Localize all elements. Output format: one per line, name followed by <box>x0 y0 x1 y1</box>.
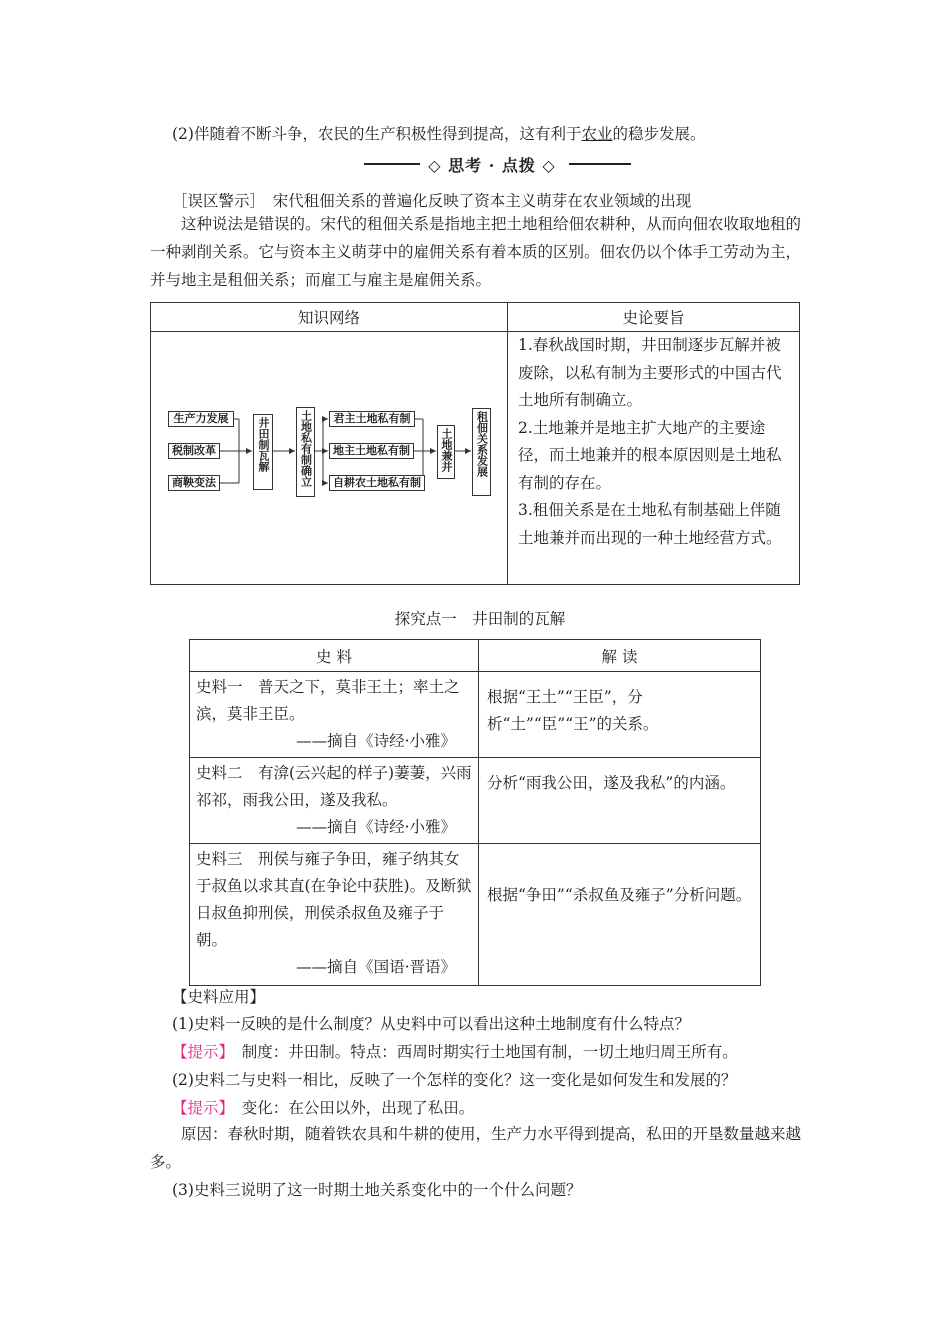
points-cell <box>508 332 800 585</box>
source-row-3: 史料三 刑侯与雍子争田，雍子纳其女于叔鱼以求其直(在争论中获胜)。及断狱日叔鱼抑刑侯，刑侯杀叔鱼及雍子于朝。 ——摘自《国语·晋语》 <box>190 844 479 986</box>
answer-2: 【提示】 变化：在公田以外，出现了私田。 <box>172 1099 475 1117</box>
source-row-1: 史料一 普天之下，莫非王土；率土之滨，莫非王臣。 ——摘自《诗经·小雅》 <box>190 672 479 758</box>
cause-productivity: 生产力发展 <box>168 411 234 427</box>
col-header-reading: 解 读 <box>479 640 761 672</box>
cause-tax-reform: 税制改革 <box>168 443 220 459</box>
warning-line <box>172 190 832 212</box>
step-jingtian-collapse: 井田制瓦解 <box>253 414 273 490</box>
step-land-annexation: 土地兼并 <box>437 425 455 479</box>
underlined-term: 农业 <box>581 125 613 143</box>
hint-label-2: 【提示】 <box>172 1099 227 1117</box>
warning-statement: 宋代租佃关系的普遍化反映了资本主义萌芽在农业领域的出现 <box>257 192 692 210</box>
reading-row-3: 根据“争田”“杀叔鱼及雍子”分析问题。 <box>479 844 761 986</box>
hint-label-1: 【提示】 <box>172 1043 227 1061</box>
header-rule-left <box>364 163 420 165</box>
answer-1: 【提示】 制度：井田制。特点：西周时期实行土地国有制，一切土地归周王所有。 <box>172 1043 738 1061</box>
form-monarch: 君主土地私有制 <box>329 411 415 427</box>
application-heading: 【史料应用】 <box>172 988 266 1006</box>
cause-shang-yang: 商鞅变法 <box>168 475 220 491</box>
step-tenancy: 租佃关系发展 <box>472 408 491 496</box>
inquiry-title: 探究点一 井田制的瓦解 <box>394 610 566 628</box>
warning-body: 这种说法是错误的。宋代的租佃关系是指地主把土地租给佃农耕种，从而向佃农收取地租的一种剥削关系。它与资本主义萌芽中的雇佣关系有着本质的区别。佃农仍以个体手工劳动为主，并与地主是租佃关系；而雇工与雇主是雇佣关系。 <box>150 215 802 289</box>
answer-2-reason: 原因：春秋时期，随着铁农具和牛耕的使用，生产力水平得到提高，私田的开垦数量越来越多。 <box>150 1125 802 1171</box>
col-header-network: 知识网络 <box>151 303 508 332</box>
point-2: 2.土地兼并是地主扩大地产的主要途径，而土地兼并的根本原因则是土地私有制的存在。 <box>518 418 782 492</box>
intro-line: (2)伴随着不断斗争，农民的生产积极性得到提高，这有利于农业的稳步发展。 <box>172 125 706 143</box>
knowledge-network-cell <box>151 332 508 585</box>
warning-tag: ［误区警示］ <box>172 192 258 210</box>
question-1: (1)史料一反映的是什么制度？从史料中可以看出这种土地制度有什么特点？ <box>172 1015 690 1033</box>
summary-table <box>150 302 800 585</box>
col-header-points: 史论要旨 <box>508 303 800 332</box>
form-landlord: 地主土地私有制 <box>329 443 414 459</box>
knowledge-diagram <box>151 332 507 584</box>
form-peasant: 自耕农土地私有制 <box>329 475 425 491</box>
question-3: (3)史料三说明了这一时期土地关系变化中的一个什么问题？ <box>172 1181 582 1199</box>
point-3: 3.租佃关系是在土地私有制基础上伴随土地兼并而出现的一种土地经营方式。 <box>518 501 782 547</box>
source-table <box>189 639 761 986</box>
question-2: (2)史料二与史料一相比，反映了一个怎样的变化？这一变化是如何发生和发展的？ <box>172 1071 737 1089</box>
step-private-ownership: 土地私有制确立 <box>296 407 315 497</box>
section-header: ◇ 思考 · 点拨 ◇ <box>364 152 634 176</box>
reading-row-2: 分析“雨我公田，遂及我私”的内涵。 <box>479 758 761 844</box>
point-1: 1.春秋战国时期，井田制逐步瓦解并被废除，以私有制为主要形式的中国古代土地所有制确立。 <box>518 336 782 409</box>
col-header-source: 史 料 <box>190 640 479 672</box>
source-row-2: 史料二 有渰(云兴起的样子)萋萋，兴雨祁祁，雨我公田，遂及我私。 ——摘自《诗经·小雅》 <box>190 758 479 844</box>
reading-row-1: 根据“王土”“王臣”，分析“土”“臣”“王”的关系。 <box>479 672 761 758</box>
header-rule-right <box>569 163 631 165</box>
